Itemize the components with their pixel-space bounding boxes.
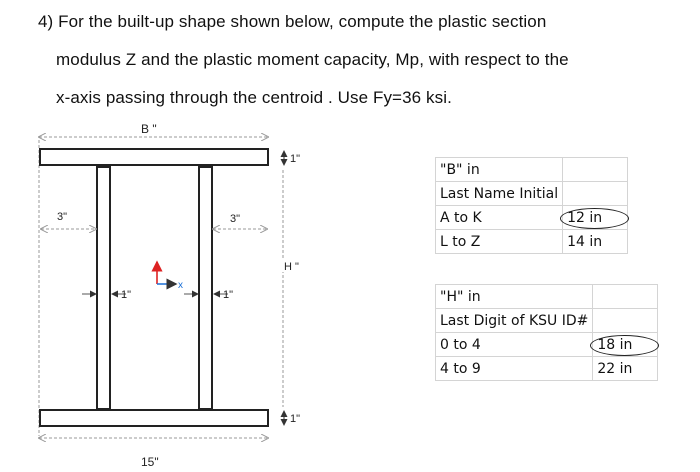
circled-value: 12 in (563, 206, 628, 230)
table-cell: "B" in (436, 158, 563, 182)
b-value-table (435, 157, 628, 254)
table-cell: Last Digit of KSU ID# (436, 309, 593, 333)
table-row (436, 182, 628, 206)
question-line-3: x-axis passing through the centroid . Use Fy=36 ksi. (56, 88, 452, 107)
left-offset-label: 3" (57, 211, 68, 223)
circled-value: 18 in (593, 333, 658, 357)
top-flange (40, 149, 268, 165)
table-cell: 4 to 9 (436, 357, 593, 381)
table-cell: Last Name Initial (436, 182, 563, 206)
left-web (97, 167, 110, 409)
bottom-width-label: 15" (141, 455, 159, 469)
right-offset-label: 3" (230, 213, 241, 225)
x-axis-label: x (178, 280, 183, 291)
top-flange-thickness-label: 1" (290, 153, 301, 165)
table-cell: A to K (436, 206, 563, 230)
table-row (436, 230, 628, 254)
table-cell (563, 158, 628, 182)
table-row (436, 309, 658, 333)
table-cell: "H" in (436, 285, 593, 309)
width-b-label: B " (141, 122, 157, 136)
right-web (199, 167, 212, 409)
height-h-label: H " (284, 261, 299, 273)
question-line-1: 4) For the built-up shape shown below, compute the plastic section (38, 12, 547, 31)
table-row (436, 285, 658, 309)
bottom-flange (40, 410, 268, 426)
right-web-thickness-label: 1" (223, 289, 234, 301)
table-row (436, 206, 628, 230)
bottom-flange-thickness-label: 1" (290, 413, 301, 425)
left-web-thickness-label: 1" (121, 289, 132, 301)
table-cell: 22 in (593, 357, 658, 381)
question-line-2: modulus Z and the plastic moment capacity, Mp, with respect to the (56, 50, 569, 69)
table-cell (593, 309, 658, 333)
table-cell (593, 285, 658, 309)
h-value-table (435, 284, 658, 381)
table-cell: 0 to 4 (436, 333, 593, 357)
table-row (436, 158, 628, 182)
table-cell: 14 in (563, 230, 628, 254)
table-cell: L to Z (436, 230, 563, 254)
table-row (436, 333, 658, 357)
table-row (436, 357, 658, 381)
table-cell (563, 182, 628, 206)
